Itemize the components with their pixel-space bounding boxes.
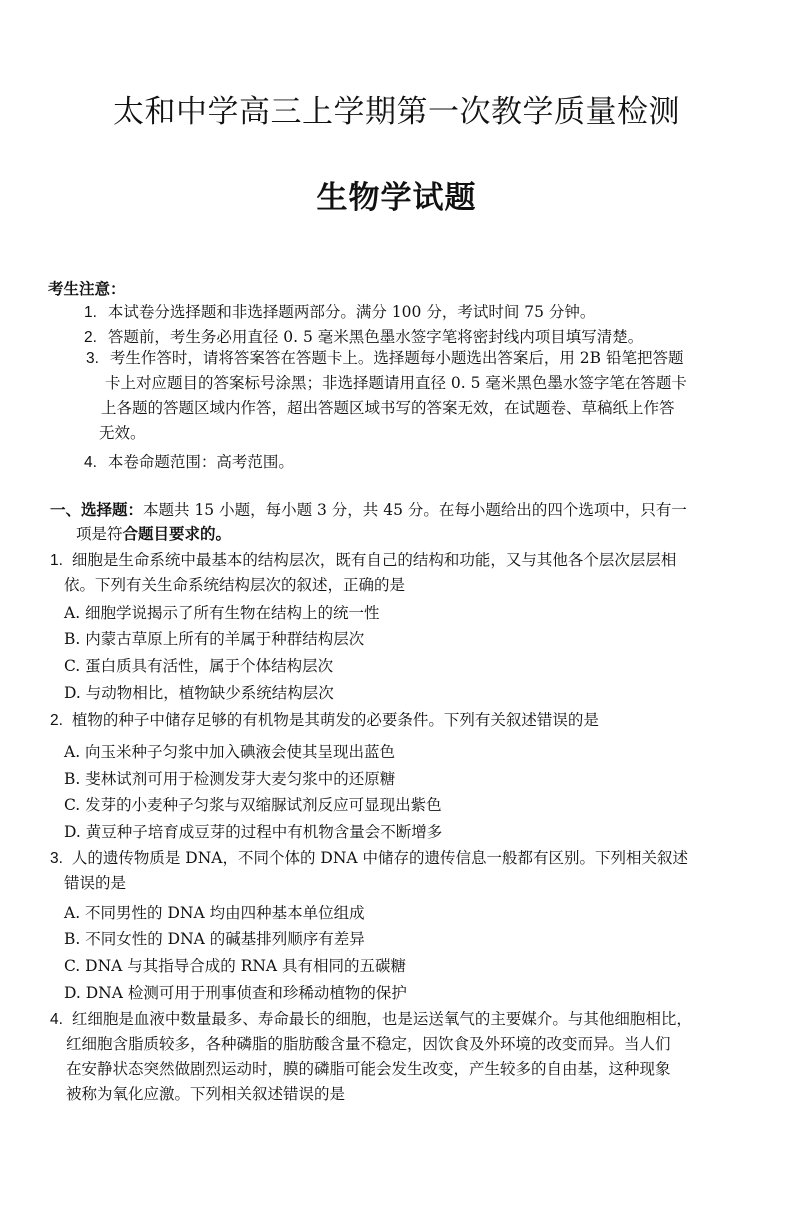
question-2-stem — [50, 710, 599, 731]
notice-item-text: 考生作答时，请将答案答在答题卡上。选择题每小题选出答案后，用 2B 铅笔把答题 — [109, 349, 684, 367]
notice-item-4 — [84, 452, 294, 473]
section-instructions-cont: 项是符 — [76, 525, 123, 543]
notice-item-1 — [84, 302, 595, 323]
subject-title: 生物学试题 — [316, 180, 477, 216]
notice-item-2 — [84, 327, 643, 348]
question-stem-text: 细胞是生命系统中最基本的结构层次，既有自己的结构和功能，又与其他各个层次层层相 — [71, 551, 677, 569]
question-1-option-a: A. 细胞学说揭示了所有生物在结构上的统一性 — [64, 604, 380, 622]
notice-heading: 考生注意： — [48, 279, 126, 298]
question-3-stem — [50, 848, 688, 869]
question-1-stem-line-2: 依。下列有关生命系统结构层次的叙述，正确的是 — [64, 576, 406, 594]
question-2-option-c: C. 发芽的小麦种子匀浆与双缩脲试剂反应可显现出紫色 — [64, 796, 442, 814]
notice-item-3-line-4: 无效。 — [99, 424, 146, 442]
section-label: 一、选择题： — [50, 500, 144, 519]
notice-item-number: 2. — [84, 329, 97, 346]
question-4-stem-line-4: 被称为氧化应激。下列相关叙述错误的是 — [66, 1085, 346, 1103]
question-number: 3. — [50, 850, 63, 867]
question-1-stem — [50, 550, 676, 571]
question-3-option-a: A. 不同男性的 DNA 均由四种基本单位组成 — [64, 904, 365, 922]
question-stem-text: 人的遗传物质是 DNA，不同个体的 DNA 中储存的遗传信息一般都有区别。下列相关叙述 — [71, 849, 689, 867]
question-1-option-d: D. 与动物相比，植物缺少系统结构层次 — [64, 684, 334, 702]
notice-item-3-line-3: 上各题的答题区域内作答，超出答题区域书写的答案无效，在试题卷、草稿纸上作答 — [101, 399, 675, 417]
question-3-stem-line-2: 错误的是 — [64, 874, 127, 892]
question-2-option-b: B. 斐林试剂可用于检测发芽大麦匀浆中的还原糖 — [64, 770, 396, 788]
question-2-option-a: A. 向玉米种子匀浆中加入碘液会使其呈现出蓝色 — [64, 743, 396, 761]
question-number: 4. — [50, 1011, 63, 1028]
notice-item-text: 答题前，考生务必用直径 0. 5 毫米黑色墨水签字笔将密封线内项目填写清楚。 — [107, 328, 644, 346]
question-number: 1. — [50, 552, 63, 569]
notice-item-number: 1. — [84, 304, 97, 321]
notice-item-3 — [86, 348, 683, 369]
section-header — [50, 500, 687, 520]
question-3-option-c: C. DNA 与其指导合成的 RNA 具有相同的五碳糖 — [64, 957, 407, 975]
question-4-stem-line-3: 在安静状态突然做剧烈运动时，膜的磷脂可能会发生改变，产生较多的自由基，这种现象 — [66, 1060, 671, 1078]
question-1-option-b: B. 内蒙古草原上所有的羊属于种群结构层次 — [64, 630, 365, 648]
section-header-line-2 — [76, 524, 231, 544]
notice-item-number: 3. — [86, 350, 99, 367]
notice-item-3-line-2: 卡上对应题目的答案标号涂黑；非选择题请用直径 0. 5 毫米黑色墨水签字笔在答题卡 — [105, 374, 687, 392]
section-instructions-bold: 合题目要求的。 — [122, 524, 232, 543]
question-stem-text: 植物的种子中储存足够的有机物是其萌发的必要条件。下列有关叙述错误的是 — [71, 711, 599, 729]
question-4-stem-line-2: 红细胞含脂质较多，各种磷脂的脂肪酸含量不稳定，因饮食及外环境的改变而异。当人们 — [66, 1035, 671, 1053]
question-3-option-d: D. DNA 检测可用于刑事侦查和珍稀动植物的保护 — [64, 984, 407, 1002]
question-4-stem — [50, 1009, 692, 1030]
section-instructions: 本题共 15 小题，每小题 3 分，共 45 分。在每小题给出的四个选项中，只有一 — [143, 501, 687, 519]
question-number: 2. — [50, 712, 63, 729]
question-3-option-b: B. 不同女性的 DNA 的碱基排列顺序有差异 — [64, 930, 365, 948]
notice-item-text: 本卷命题范围：高考范围。 — [107, 453, 294, 471]
question-1-option-c: C. 蛋白质具有活性，属于个体结构层次 — [64, 657, 334, 675]
question-2-option-d: D. 黄豆种子培育成豆芽的过程中有机物含量会不断增多 — [64, 823, 443, 841]
question-stem-text: 红细胞是血液中数量最多、寿命最长的细胞，也是运送氧气的主要媒介。与其他细胞相比， — [71, 1010, 692, 1028]
school-title: 太和中学高三上学期第一次教学质量检测 — [113, 94, 680, 130]
notice-item-text: 本试卷分选择题和非选择题两部分。满分 100 分，考试时间 75 分钟。 — [107, 303, 596, 321]
notice-item-number: 4. — [84, 454, 97, 471]
